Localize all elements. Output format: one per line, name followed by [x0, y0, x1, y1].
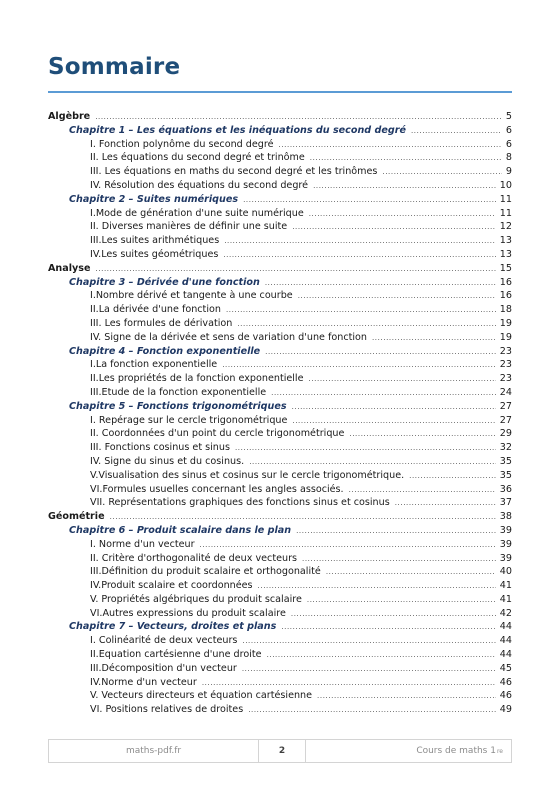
toc-dot-leader [235, 442, 496, 456]
toc-page-number: 19 [499, 317, 512, 329]
toc-dot-leader [411, 125, 502, 139]
toc-dot-leader [313, 180, 496, 194]
toc-dot-leader [258, 580, 496, 594]
toc-dot-leader [242, 663, 496, 677]
toc-subsection-entry[interactable] [48, 648, 512, 662]
toc-subsection-entry[interactable] [48, 496, 512, 510]
toc-chapter-entry[interactable] [48, 193, 512, 207]
toc-subsection-entry[interactable] [48, 607, 512, 621]
toc-subsection-entry[interactable] [48, 386, 512, 400]
toc-entry-label: III. Les équations en maths du second degré et les trinômes [90, 166, 378, 178]
toc-entry-label: I. Fonction polynôme du second degré [90, 138, 274, 150]
toc-entry-label: III.Etude de la fonction exponentielle [90, 386, 267, 398]
toc-entry-label: IV. Résolution des équations du second degré [90, 179, 309, 191]
toc-dot-leader [292, 221, 496, 235]
toc-subsection-entry[interactable] [48, 662, 512, 676]
toc-page-number: 39 [499, 552, 512, 564]
toc-page-number: 37 [499, 497, 512, 509]
toc-subsection-entry[interactable] [48, 414, 512, 428]
toc-dot-leader [249, 456, 496, 470]
toc-entry-label: II. Les équations du second degré et trinôme [90, 152, 305, 164]
toc-dot-leader [223, 249, 495, 263]
toc-entry-label: III. Fonctions cosinus et sinus [90, 442, 230, 454]
toc-dot-leader [326, 566, 496, 580]
toc-entry-label: Analyse [48, 262, 91, 274]
toc-dot-leader [382, 166, 502, 180]
toc-entry-label: I. Repérage sur le cercle trigonométrique [90, 414, 288, 426]
footer-course-title [306, 740, 511, 762]
toc-dot-leader [222, 359, 496, 373]
toc-entry-label: III.Les suites arithmétiques [90, 235, 220, 247]
toc-subsection-entry[interactable] [48, 151, 512, 165]
toc-dot-leader [291, 608, 496, 622]
toc-chapter-entry[interactable] [48, 524, 512, 538]
toc-page-number: 19 [499, 331, 512, 343]
toc-chapter-entry[interactable] [48, 345, 512, 359]
toc-subsection-entry[interactable] [48, 483, 512, 497]
toc-page-number: 5 [505, 111, 512, 122]
toc-dot-leader [281, 621, 495, 635]
toc-dot-leader [279, 139, 502, 153]
toc-entry-label: III.Définition du produit scalaire et orthogonalité [90, 566, 321, 578]
toc-dot-leader [237, 318, 495, 332]
toc-subsection-entry[interactable] [48, 372, 512, 386]
toc-section-entry[interactable] [48, 110, 512, 124]
toc-dot-leader [265, 277, 496, 291]
toc-dot-leader [242, 635, 495, 649]
toc-page-number: 46 [499, 690, 512, 702]
toc-dot-leader [292, 401, 496, 415]
toc-dot-leader [317, 690, 496, 704]
toc-page-number: 36 [499, 483, 512, 495]
toc-entry-label: IV. Signe du sinus et du cosinus. [90, 455, 245, 467]
toc-entry-label: I. Norme d'un vecteur [90, 538, 195, 550]
toc-subsection-entry[interactable] [48, 317, 512, 331]
toc-dot-leader [296, 525, 496, 539]
toc-subsection-entry[interactable] [48, 703, 512, 717]
toc-dot-leader [95, 111, 502, 125]
toc-subsection-entry[interactable] [48, 552, 512, 566]
toc-subsection-entry[interactable] [48, 165, 512, 179]
toc-page-number: 41 [499, 580, 512, 592]
toc-page-number: 11 [499, 193, 512, 205]
toc-subsection-entry[interactable] [48, 207, 512, 221]
toc-page-number: 23 [499, 373, 512, 385]
toc-dot-leader [298, 290, 496, 304]
toc-entry-label: Chapitre 5 – Fonctions trigonométriques [69, 400, 287, 412]
toc-dot-leader [224, 235, 496, 249]
toc-section-entry[interactable] [48, 262, 512, 276]
toc-page-number: 27 [499, 414, 512, 426]
toc-dot-leader [226, 304, 496, 318]
toc-chapter-entry[interactable] [48, 124, 512, 138]
toc-page-number: 16 [499, 276, 512, 288]
toc-entry-label: I.Mode de génération d'une suite numérique [90, 207, 304, 219]
toc-subsection-entry[interactable] [48, 579, 512, 593]
toc-chapter-entry[interactable] [48, 276, 512, 290]
toc-dot-leader [309, 373, 496, 387]
toc-subsection-entry[interactable] [48, 538, 512, 552]
toc-entry-label: II. Critère d'orthogonalité de deux vecteurs [90, 552, 298, 564]
toc-page-number: 35 [499, 455, 512, 467]
toc-subsection-entry[interactable] [48, 234, 512, 248]
toc-page-number: 18 [499, 304, 512, 316]
toc-subsection-entry[interactable] [48, 248, 512, 262]
toc-subsection-entry[interactable] [48, 469, 512, 483]
toc-page-number: 13 [499, 235, 512, 247]
toc-page-number: 24 [499, 386, 512, 398]
toc-dot-leader [248, 704, 496, 718]
toc-chapter-entry[interactable] [48, 400, 512, 414]
toc-page-number: 44 [499, 649, 512, 661]
toc-page-number: 46 [499, 676, 512, 688]
toc-entry-label: II.Les propriétés de la fonction exponentielle [90, 373, 304, 385]
toc-entry-label: V. Vecteurs directeurs et équation cartésienne [90, 690, 313, 702]
toc-subsection-entry[interactable] [48, 331, 512, 345]
toc-dot-leader [307, 594, 496, 608]
toc-entry-label: VI. Positions relatives de droites [90, 704, 244, 716]
toc-page-number: 44 [499, 621, 512, 633]
footer-course-label: Cours de maths 1 [416, 746, 496, 756]
toc-page-number: 12 [499, 221, 512, 233]
toc-page-number: 39 [499, 538, 512, 550]
toc-page-number: 27 [499, 400, 512, 412]
toc-dot-leader [302, 553, 496, 567]
toc-entry-label: IV. Signe de la dérivée et sens de variation d'une fonction [90, 331, 367, 343]
toc-entry-label: II.La dérivée d'une fonction [90, 304, 221, 316]
toc-page-number: 23 [499, 359, 512, 371]
footer-course-superscript: re [496, 747, 503, 755]
toc-page-number: 16 [499, 290, 512, 302]
toc-subsection-entry[interactable] [48, 220, 512, 234]
toc-dot-leader [243, 194, 496, 208]
toc-entry-label: Chapitre 2 – Suites numériques [69, 193, 239, 205]
toc-entry-label: Géométrie [48, 511, 105, 523]
toc-page-number: 42 [499, 607, 512, 619]
toc-subsection-entry[interactable] [48, 634, 512, 648]
toc-page-number: 35 [499, 469, 512, 481]
toc-entry-label: II.Equation cartésienne d'une droite [90, 649, 262, 661]
toc-page-number: 23 [499, 345, 512, 357]
toc-subsection-entry[interactable] [48, 358, 512, 372]
toc-page-number: 10 [499, 179, 512, 191]
toc-dot-leader [292, 415, 495, 429]
toc-dot-leader [349, 484, 496, 498]
table-of-contents [48, 110, 512, 717]
toc-entry-label: I.Nombre dérivé et tangente à une courbe [90, 290, 293, 302]
toc-entry-label: IV.Les suites géométriques [90, 248, 219, 260]
toc-page-number: 45 [499, 662, 512, 674]
toc-page-number: 38 [499, 511, 512, 523]
toc-entry-label: II. Coordonnées d'un point du cercle trigonométrique [90, 428, 345, 440]
page-title: Sommaire [48, 54, 181, 80]
toc-page-number: 40 [499, 566, 512, 578]
toc-entry-label: VII. Représentations graphiques des fonctions sinus et cosinus [90, 497, 390, 509]
toc-subsection-entry[interactable] [48, 441, 512, 455]
toc-entry-label: IV.Produit scalaire et coordonnées [90, 580, 253, 592]
toc-page-number: 41 [499, 593, 512, 605]
toc-dot-leader [110, 511, 496, 525]
toc-entry-label: Algèbre [48, 111, 91, 122]
toc-page-number: 11 [499, 207, 512, 219]
toc-page-number: 15 [499, 262, 512, 274]
toc-entry-label: VI.Autres expressions du produit scalaire [90, 607, 286, 619]
toc-subsection-entry[interactable] [48, 138, 512, 152]
toc-subsection-entry[interactable] [48, 689, 512, 703]
toc-dot-leader [200, 539, 496, 553]
toc-entry-label: IV.Norme d'un vecteur [90, 676, 197, 688]
toc-dot-leader [265, 346, 496, 360]
toc-subsection-entry[interactable] [48, 289, 512, 303]
toc-entry-label: II. Diverses manières de définir une suite [90, 221, 288, 233]
toc-subsection-entry[interactable] [48, 676, 512, 690]
toc-dot-leader [271, 387, 496, 401]
toc-entry-label: Chapitre 6 – Produit scalaire dans le plan [69, 524, 292, 536]
toc-entry-label: I. Colinéarité de deux vecteurs [90, 635, 238, 647]
toc-entry-label: Chapitre 3 – Dérivée d'une fonction [69, 276, 260, 288]
toc-dot-leader [267, 649, 496, 663]
toc-entry-label: III. Les formules de dérivation [90, 317, 233, 329]
footer-page-number: 2 [258, 740, 306, 762]
toc-dot-leader [349, 428, 495, 442]
toc-page-number: 29 [499, 428, 512, 440]
toc-dot-leader [96, 263, 496, 277]
toc-page-number: 13 [499, 248, 512, 260]
toc-page-number: 39 [499, 524, 512, 536]
toc-dot-leader [395, 497, 496, 511]
toc-dot-leader [202, 677, 496, 691]
toc-subsection-entry[interactable] [48, 179, 512, 193]
toc-entry-label: VI.Formules usuelles concernant les angles associés. [90, 483, 344, 495]
toc-section-entry[interactable] [48, 510, 512, 524]
toc-page-number: 44 [499, 635, 512, 647]
toc-page-number: 6 [505, 124, 512, 136]
toc-entry-label: Chapitre 1 – Les équations et les inéquations du second degré [69, 124, 406, 136]
toc-subsection-entry[interactable] [48, 427, 512, 441]
page-footer [48, 739, 512, 763]
toc-dot-leader [409, 470, 496, 484]
toc-page-number: 9 [505, 166, 512, 178]
toc-entry-label: V. Propriétés algébriques du produit scalaire [90, 593, 302, 605]
toc-dot-leader [372, 332, 496, 346]
toc-subsection-entry[interactable] [48, 455, 512, 469]
toc-entry-label: III.Décomposition d'un vecteur [90, 662, 237, 674]
toc-dot-leader [309, 208, 496, 222]
toc-page-number: 8 [505, 152, 512, 164]
toc-page-number: 32 [499, 442, 512, 454]
toc-entry-label: Chapitre 4 – Fonction exponentielle [69, 345, 261, 357]
toc-entry-label: I.La fonction exponentielle [90, 359, 218, 371]
toc-chapter-entry[interactable] [48, 620, 512, 634]
toc-page-number: 6 [505, 138, 512, 150]
toc-subsection-entry[interactable] [48, 303, 512, 317]
toc-dot-leader [310, 152, 502, 166]
toc-subsection-entry[interactable] [48, 593, 512, 607]
footer-site: maths-pdf.fr [125, 746, 182, 756]
title-underline [48, 91, 512, 93]
toc-subsection-entry[interactable] [48, 565, 512, 579]
toc-page-number: 49 [499, 704, 512, 716]
toc-entry-label: V.Visualisation des sinus et cosinus sur le cercle trigonométrique. [90, 469, 405, 481]
toc-entry-label: Chapitre 7 – Vecteurs, droites et plans [69, 621, 277, 633]
